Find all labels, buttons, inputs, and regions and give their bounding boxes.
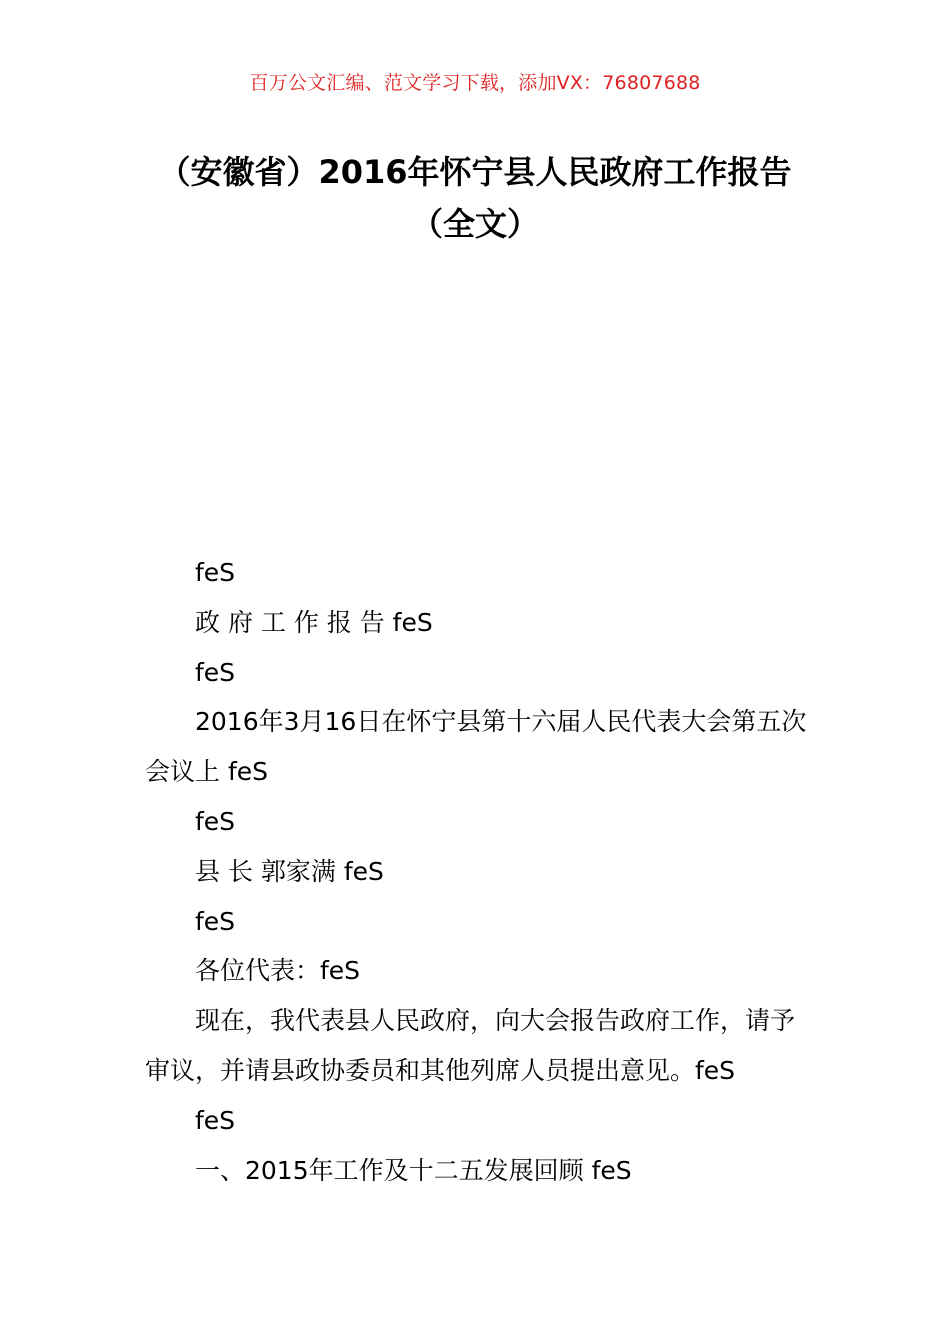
paragraph: feS [195,657,236,687]
header-note: 百万公文汇编、范文学习下载，添加VX：76807688 [249,72,701,94]
paragraph: 一、2015年工作及十二五发展回顾 feS [195,1155,632,1185]
paragraph: 现在，我代表县人民政府，向大会报告政府工作，请予审议，并请县政协委员和其他列席人员提出意见。feS [145,1006,796,1085]
paragraph: feS [195,806,236,836]
document-title: （安徽省）2016年怀宁县人民政府工作报告（全文） [158,153,792,243]
paragraph: 政 府 工 作 报 告 feS [195,607,433,637]
paragraph: feS [195,1105,236,1135]
paragraph: 2016年3月16日在怀宁县第十六届人民代表大会第五次会议上 feS [145,707,807,787]
paragraph: feS [195,906,236,936]
paragraph: 各位代表：feS [195,956,361,986]
paragraph: feS [195,558,236,587]
document-body [145,548,810,1195]
paragraph: 县 长 郭家满 feS [195,856,384,886]
